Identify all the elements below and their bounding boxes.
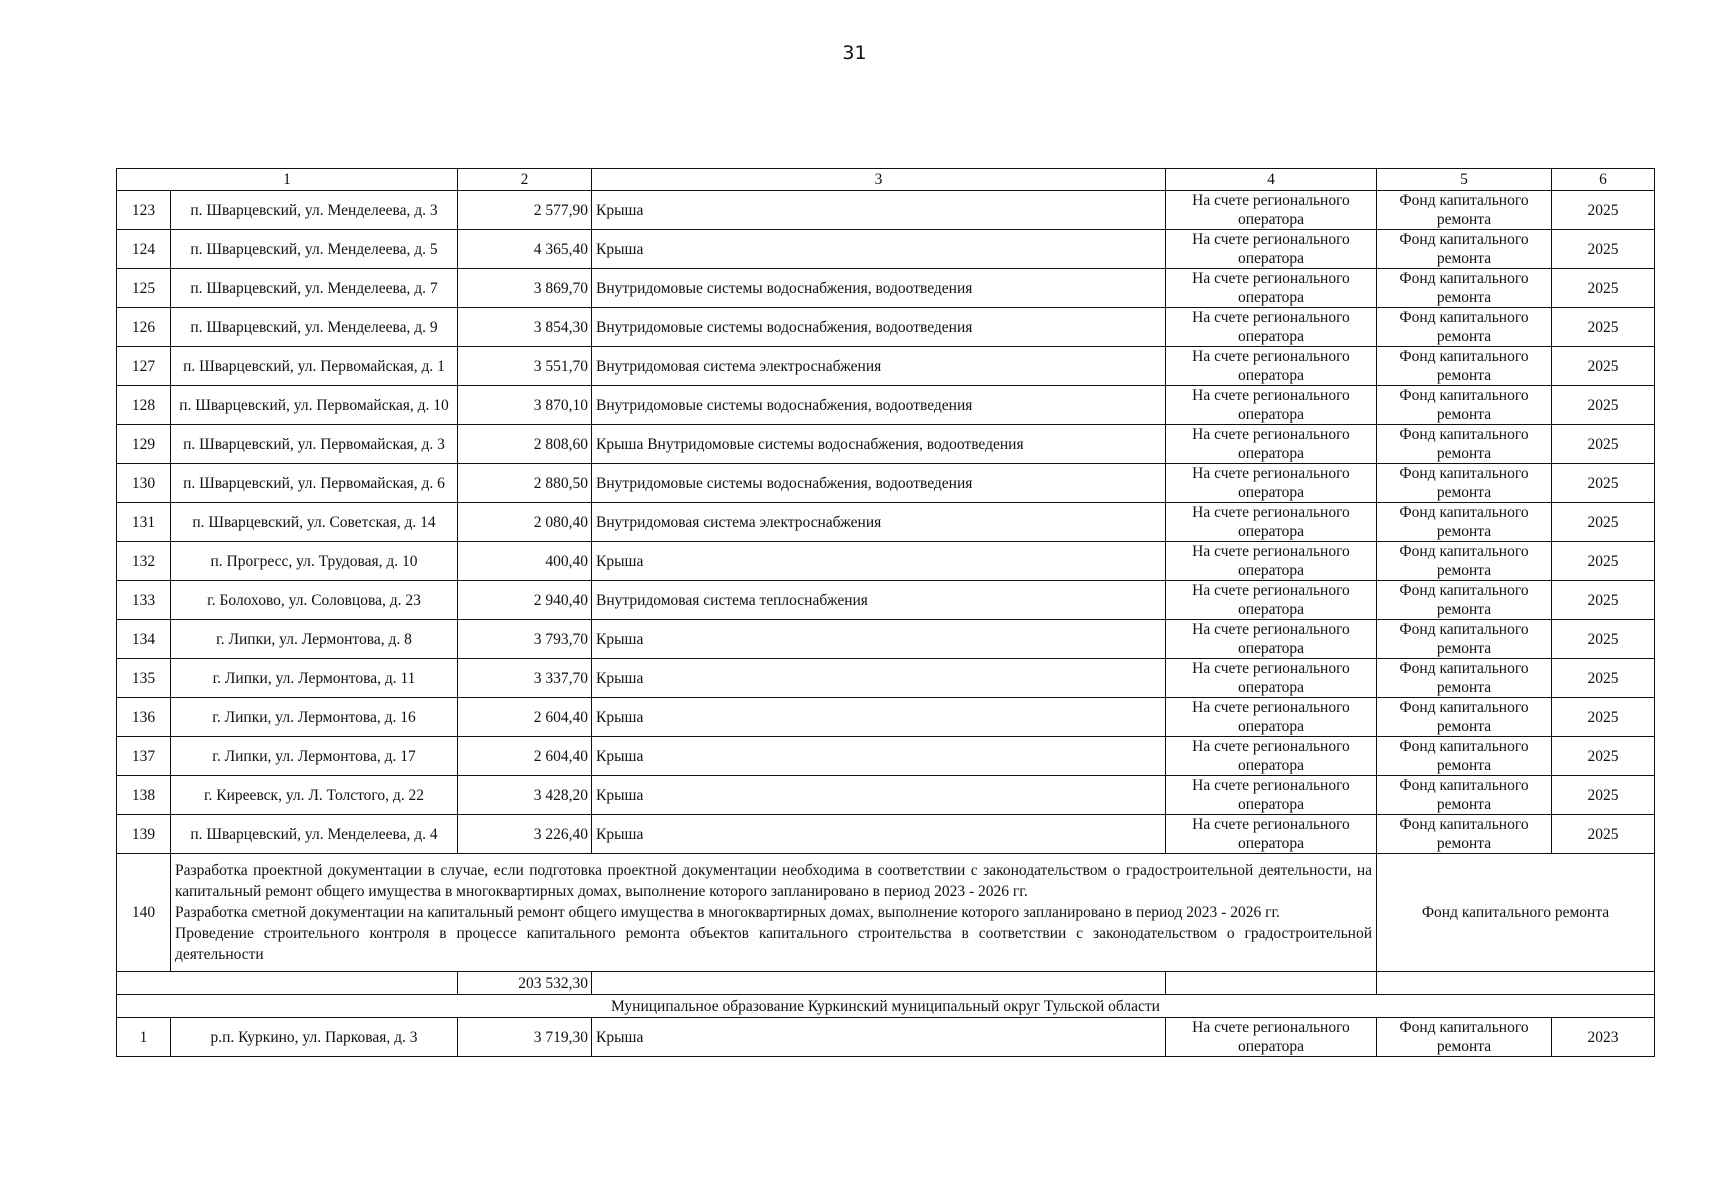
- address: р.п. Куркино, ул. Парковая, д. 3: [171, 1018, 458, 1057]
- row-number: 123: [117, 191, 171, 230]
- address: г. Киреевск, ул. Л. Толстого, д. 22: [171, 776, 458, 815]
- total-label-cell: [117, 972, 458, 995]
- work-type: Внутридомовые системы водоснабжения, водоотведения: [592, 464, 1166, 503]
- total-area: 2 808,60: [458, 425, 592, 464]
- funding-source: Фонд капитального ремонта: [1377, 659, 1552, 698]
- work-type: Крыша: [592, 1018, 1166, 1057]
- address: п. Шварцевский, ул. Первомайская, д. 1: [171, 347, 458, 386]
- planned-year: 2025: [1552, 581, 1655, 620]
- planned-year: 2025: [1552, 425, 1655, 464]
- table-row: [117, 425, 1655, 464]
- row-number: 140: [117, 854, 171, 972]
- account-method: На счете регионального оператора: [1166, 542, 1377, 581]
- total-empty-cell: [592, 972, 1166, 995]
- funding-source: Фонд капитального ремонта: [1377, 230, 1552, 269]
- account-method: На счете регионального оператора: [1166, 386, 1377, 425]
- address: п. Шварцевский, ул. Менделеева, д. 7: [171, 269, 458, 308]
- total-area: 4 365,40: [458, 230, 592, 269]
- table-row: [117, 269, 1655, 308]
- total-area: 3 869,70: [458, 269, 592, 308]
- funding-source: Фонд капитального ремонта: [1377, 620, 1552, 659]
- row-number: 1: [117, 1018, 171, 1057]
- total-area: 2 577,90: [458, 191, 592, 230]
- account-method: На счете регионального оператора: [1166, 308, 1377, 347]
- planned-year: 2025: [1552, 308, 1655, 347]
- description-paragraph: Проведение строительного контроля в процессе капитального ремонта объектов капитального строительства в соответствии с законодательством о градостроительной деятельности: [175, 925, 1372, 963]
- work-type: Крыша: [592, 230, 1166, 269]
- table-row: [117, 347, 1655, 386]
- table-row: [117, 503, 1655, 542]
- funding-source: Фонд капитального ремонта: [1377, 347, 1552, 386]
- work-type: Крыша: [592, 542, 1166, 581]
- planned-year: 2025: [1552, 503, 1655, 542]
- work-type: Внутридомовая система электроснабжения: [592, 347, 1166, 386]
- work-type: Крыша: [592, 191, 1166, 230]
- row-number: 126: [117, 308, 171, 347]
- total-area: 203 532,30: [458, 972, 592, 995]
- row-number: 133: [117, 581, 171, 620]
- total-area: 3 854,30: [458, 308, 592, 347]
- address: г. Липки, ул. Лермонтова, д. 8: [171, 620, 458, 659]
- funding-source: Фонд капитального ремонта: [1377, 191, 1552, 230]
- funding-source: Фонд капитального ремонта: [1377, 503, 1552, 542]
- total-area: 3 337,70: [458, 659, 592, 698]
- header-col-6: 6: [1552, 169, 1655, 191]
- row-number: 130: [117, 464, 171, 503]
- description-paragraph: Разработка проектной документации в случае, если подготовка проектной документации необходима в соответствии с законодательством о градостроительной деятельности, на капитальный ремонт общего имущества в многоквартирных домах, выполнение которого запланировано в период 2023 - 2026 гг.: [175, 862, 1372, 900]
- funding-source: Фонд капитального ремонта: [1377, 815, 1552, 854]
- row-number: 127: [117, 347, 171, 386]
- row-number: 136: [117, 698, 171, 737]
- total-area: 2 940,40: [458, 581, 592, 620]
- planned-year: 2025: [1552, 698, 1655, 737]
- header-col-2: 2: [458, 169, 592, 191]
- work-type: Внутридомовая система электроснабжения: [592, 503, 1166, 542]
- header-col-1: 1: [117, 169, 458, 191]
- funding-source: Фонд капитального ремонта: [1377, 776, 1552, 815]
- table-row: [117, 386, 1655, 425]
- work-type: Крыша: [592, 776, 1166, 815]
- municipality-row: [117, 995, 1655, 1018]
- row-number: 135: [117, 659, 171, 698]
- funding-source: Фонд капитального ремонта: [1377, 542, 1552, 581]
- total-row: [117, 972, 1655, 995]
- account-method: На счете регионального оператора: [1166, 620, 1377, 659]
- total-area: 2 604,40: [458, 698, 592, 737]
- total-area: 3 428,20: [458, 776, 592, 815]
- work-type: Крыша: [592, 659, 1166, 698]
- address: п. Шварцевский, ул. Менделеева, д. 4: [171, 815, 458, 854]
- address: п. Шварцевский, ул. Первомайская, д. 10: [171, 386, 458, 425]
- row-number: 139: [117, 815, 171, 854]
- total-area: 2 080,40: [458, 503, 592, 542]
- address: п. Шварцевский, ул. Первомайская, д. 3: [171, 425, 458, 464]
- work-type: Крыша: [592, 698, 1166, 737]
- address: п. Прогресс, ул. Трудовая, д. 10: [171, 542, 458, 581]
- account-method: На счете регионального оператора: [1166, 347, 1377, 386]
- total-area: 2 880,50: [458, 464, 592, 503]
- account-method: На счете регионального оператора: [1166, 269, 1377, 308]
- row-number: 125: [117, 269, 171, 308]
- planned-year: 2025: [1552, 620, 1655, 659]
- total-area: 3 226,40: [458, 815, 592, 854]
- planned-year: 2025: [1552, 737, 1655, 776]
- total-area: 3 870,10: [458, 386, 592, 425]
- table-row: [117, 698, 1655, 737]
- account-method: На счете регионального оператора: [1166, 230, 1377, 269]
- planned-year: 2023: [1552, 1018, 1655, 1057]
- work-type: Крыша: [592, 737, 1166, 776]
- table-row: [117, 776, 1655, 815]
- page-number: 31: [842, 42, 867, 64]
- funding-source: Фонд капитального ремонта: [1377, 581, 1552, 620]
- account-method: На счете регионального оператора: [1166, 737, 1377, 776]
- account-method: На счете регионального оператора: [1166, 698, 1377, 737]
- description-paragraph: Разработка сметной документации на капитальный ремонт общего имущества в многоквартирных домах, выполнение которого запланировано в период 2023 - 2026 гг.: [175, 904, 1280, 921]
- table-row: [117, 308, 1655, 347]
- work-type: Внутридомовые системы водоснабжения, водоотведения: [592, 269, 1166, 308]
- address: п. Шварцевский, ул. Менделеева, д. 5: [171, 230, 458, 269]
- funding-source: Фонд капитального ремонта: [1377, 698, 1552, 737]
- account-method: На счете регионального оператора: [1166, 659, 1377, 698]
- planned-year: 2025: [1552, 230, 1655, 269]
- planned-year: 2025: [1552, 542, 1655, 581]
- header-col-5: 5: [1377, 169, 1552, 191]
- work-type: Крыша Внутридомовые системы водоснабжения, водоотведения: [592, 425, 1166, 464]
- total-area: 400,40: [458, 542, 592, 581]
- account-method: На счете регионального оператора: [1166, 1018, 1377, 1057]
- funding-source: Фонд капитального ремонта: [1377, 737, 1552, 776]
- row-number: 129: [117, 425, 171, 464]
- row-number: 132: [117, 542, 171, 581]
- table-row: [117, 542, 1655, 581]
- planned-year: 2025: [1552, 347, 1655, 386]
- header-col-4: 4: [1166, 169, 1377, 191]
- work-type: Внутридомовые системы водоснабжения, водоотведения: [592, 386, 1166, 425]
- address: г. Липки, ул. Лермонтова, д. 11: [171, 659, 458, 698]
- row-number: 134: [117, 620, 171, 659]
- table-row: [117, 815, 1655, 854]
- funding-source: Фонд капитального ремонта: [1377, 269, 1552, 308]
- address: п. Шварцевский, ул. Первомайская, д. 6: [171, 464, 458, 503]
- total-area: 3 793,70: [458, 620, 592, 659]
- funding-source: Фонд капитального ремонта: [1377, 308, 1552, 347]
- address: г. Липки, ул. Лермонтова, д. 17: [171, 737, 458, 776]
- table-row: [117, 659, 1655, 698]
- table-row: [117, 1018, 1655, 1057]
- total-empty-cell: [1166, 972, 1377, 995]
- table-row: [117, 737, 1655, 776]
- address: п. Шварцевский, ул. Советская, д. 14: [171, 503, 458, 542]
- row-number: 138: [117, 776, 171, 815]
- municipality-title: Муниципальное образование Куркинский муниципальный округ Тульской области: [117, 995, 1655, 1018]
- row-number: 131: [117, 503, 171, 542]
- planned-year: 2025: [1552, 815, 1655, 854]
- work-type: Крыша: [592, 815, 1166, 854]
- address: г. Липки, ул. Лермонтова, д. 16: [171, 698, 458, 737]
- planned-year: 2025: [1552, 464, 1655, 503]
- table-row: [117, 464, 1655, 503]
- total-empty-cell: [1377, 972, 1655, 995]
- total-area: 3 551,70: [458, 347, 592, 386]
- address: п. Шварцевский, ул. Менделеева, д. 9: [171, 308, 458, 347]
- funding-source: Фонд капитального ремонта: [1377, 464, 1552, 503]
- planned-year: 2025: [1552, 659, 1655, 698]
- design-work-description: [171, 854, 1377, 972]
- capital-repair-table: [116, 168, 1655, 1057]
- account-method: На счете регионального оператора: [1166, 464, 1377, 503]
- planned-year: 2025: [1552, 386, 1655, 425]
- total-area: 2 604,40: [458, 737, 592, 776]
- work-type: Внутридомовые системы водоснабжения, водоотведения: [592, 308, 1166, 347]
- work-type: Крыша: [592, 620, 1166, 659]
- account-method: На счете регионального оператора: [1166, 503, 1377, 542]
- address: г. Болохово, ул. Соловцова, д. 23: [171, 581, 458, 620]
- table-row: [117, 191, 1655, 230]
- funding-source: Фонд капитального ремонта: [1377, 854, 1655, 972]
- funding-source: Фонд капитального ремонта: [1377, 425, 1552, 464]
- header-col-3: 3: [592, 169, 1166, 191]
- account-method: На счете регионального оператора: [1166, 191, 1377, 230]
- account-method: На счете регионального оператора: [1166, 815, 1377, 854]
- account-method: На счете регионального оператора: [1166, 776, 1377, 815]
- planned-year: 2025: [1552, 269, 1655, 308]
- funding-source: Фонд капитального ремонта: [1377, 1018, 1552, 1057]
- funding-source: Фонд капитального ремонта: [1377, 386, 1552, 425]
- account-method: На счете регионального оператора: [1166, 425, 1377, 464]
- table-row: [117, 620, 1655, 659]
- table-row-140: [117, 854, 1655, 972]
- row-number: 128: [117, 386, 171, 425]
- planned-year: 2025: [1552, 776, 1655, 815]
- row-number: 137: [117, 737, 171, 776]
- work-type: Внутридомовая система теплоснабжения: [592, 581, 1166, 620]
- total-area: 3 719,30: [458, 1018, 592, 1057]
- table-row: [117, 230, 1655, 269]
- column-number-header: [117, 169, 1655, 191]
- account-method: На счете регионального оператора: [1166, 581, 1377, 620]
- address: п. Шварцевский, ул. Менделеева, д. 3: [171, 191, 458, 230]
- row-number: 124: [117, 230, 171, 269]
- table-row: [117, 581, 1655, 620]
- planned-year: 2025: [1552, 191, 1655, 230]
